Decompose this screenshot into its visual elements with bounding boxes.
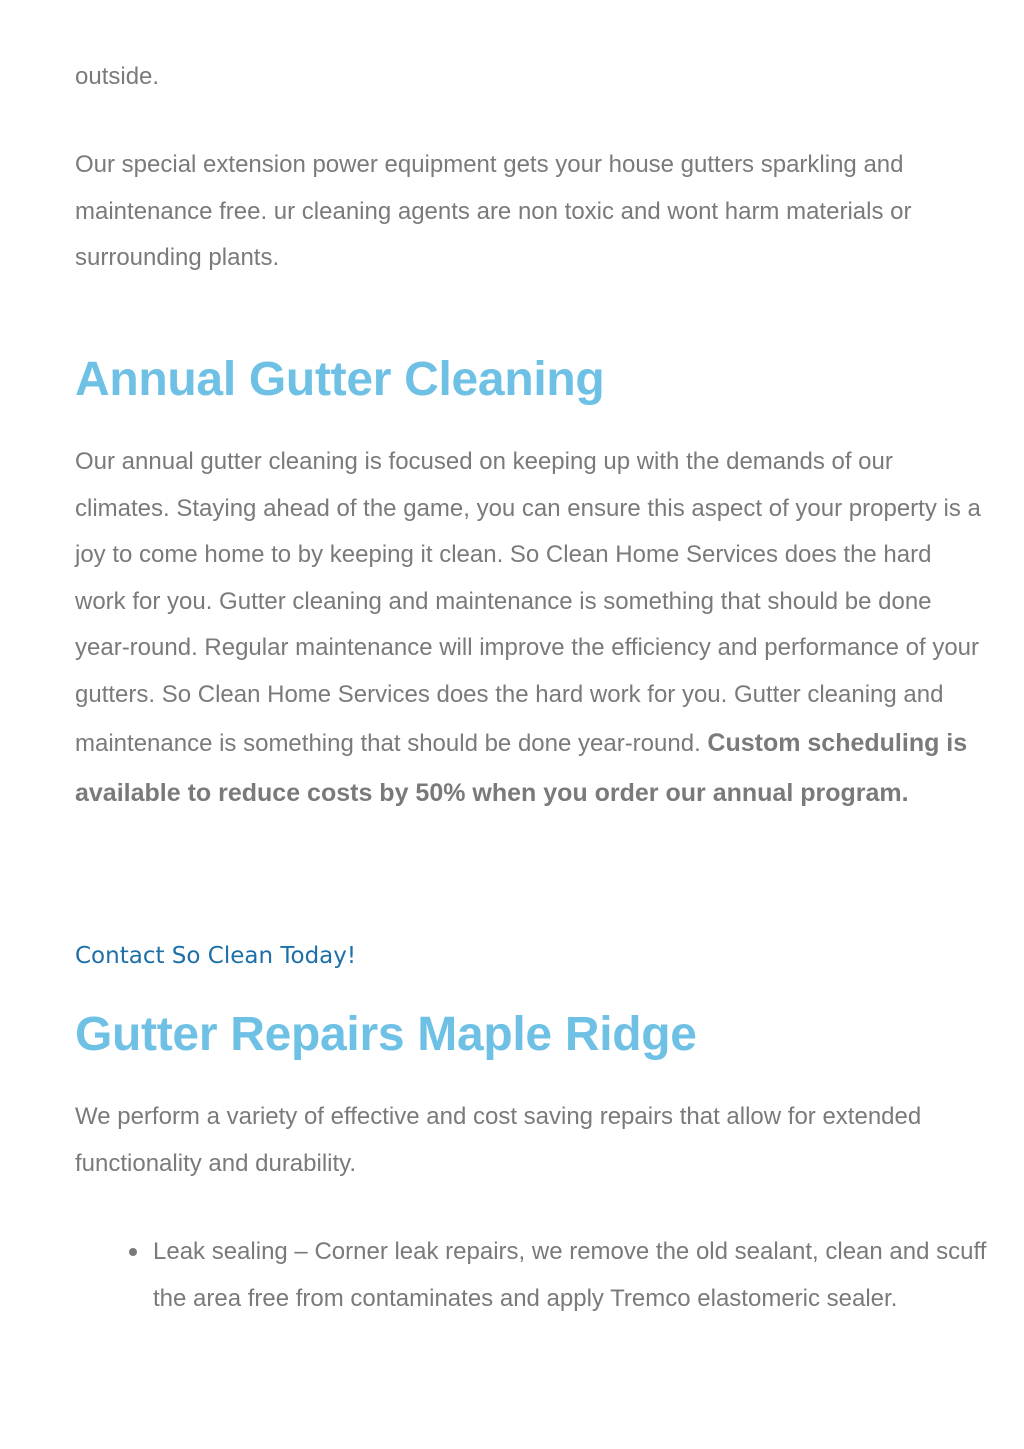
annual-cleaning-paragraph — [75, 439, 987, 818]
annual-cleaning-heading: Annual Gutter Cleaning — [75, 353, 605, 406]
intro-outside-text: outside. — [75, 63, 160, 90]
list-item-text: Leak sealing – Corner leak repairs, we remove the old sealant, clean and scuff the area free from contaminates and apply Tremco elastomeric sealer. — [153, 1238, 987, 1312]
annual-cleaning-emphasis: Custom scheduling is available to reduce costs by 50% when you order our annual program. — [75, 729, 968, 807]
list-item — [153, 1229, 987, 1322]
bullet-icon — [129, 1248, 137, 1256]
contact-link[interactable]: Contact So Clean Today! — [75, 943, 357, 969]
intro-extension-paragraph: Our special extension power equipment gets your house gutters sparkling and maintenance free. ur cleaning agents are non toxic and wont harm materials or surrounding plants. — [75, 151, 912, 271]
repair-list — [75, 1229, 987, 1322]
gutter-repairs-heading: Gutter Repairs Maple Ridge — [75, 1008, 697, 1061]
gutter-repairs-intro: We perform a variety of effective and cost saving repairs that allow for extended functionality and durability. — [75, 1103, 922, 1177]
annual-cleaning-body: Our annual gutter cleaning is focused on keeping up with the demands of our climates. Staying ahead of the game, you can ensure this aspect of your property is a joy to come home to by keeping it clean. So Clean Home Services does the hard work for you. Gutter cleaning and maintenance is something that should be done year-round. Regular maintenance will improve the efficiency and performance of your gutters. So Clean Home Services does the hard work for you. Gutter cleaning and maintenance is something that should be done year-round. — [75, 448, 981, 757]
